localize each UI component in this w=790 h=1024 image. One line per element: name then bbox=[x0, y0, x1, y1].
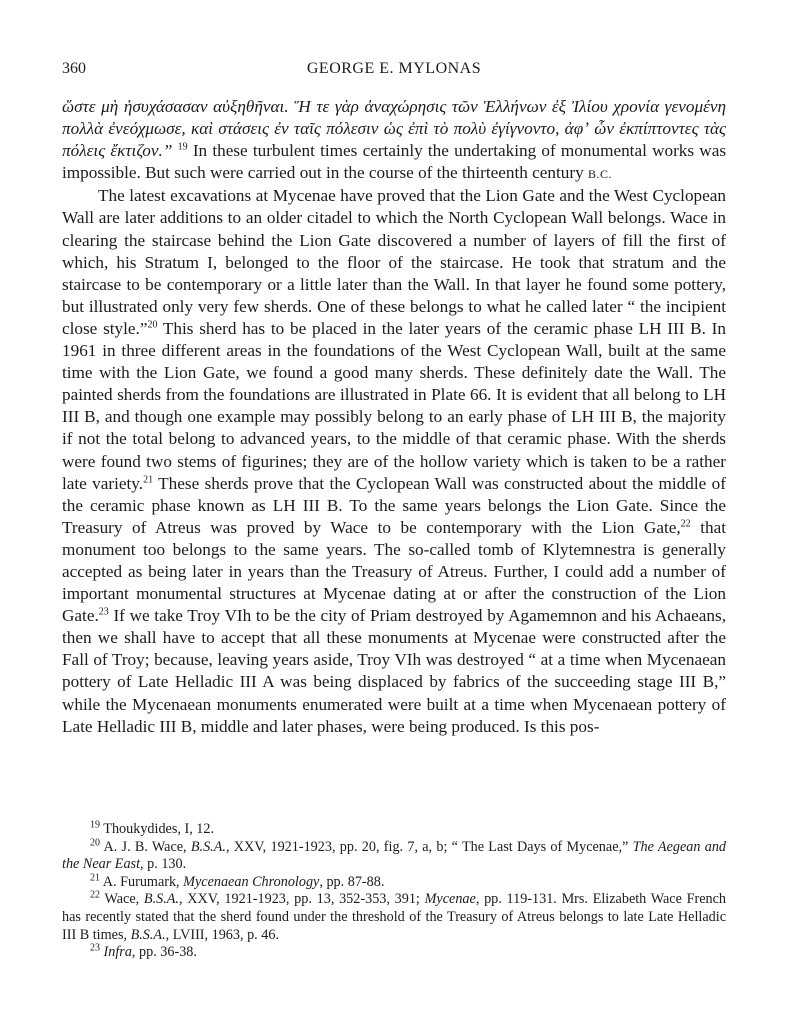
footnote-22 bbox=[62, 891, 726, 944]
footnote-23 bbox=[62, 944, 726, 962]
book-title: The Aegean and the Near East bbox=[62, 838, 727, 873]
paragraph-2-text-1: The latest excavations at Mycenae have proved that the Lion Gate and the West Cyclopean Wall are later additions to an older citadel to which the North Cyclopean Wall belongs. Wace in clearing the staircase behind the Lion Gate discovered a number of layers of fill the first of which, his Stratum I, belonged to the floor of the staircase. He took that stratum and the staircase to be contemporary or a little later than the Wall. In that layer he found some pottery, but illustrated only very few sherds. One of these belongs to what he called later “ the incipient close style.” bbox=[62, 186, 726, 338]
journal-title: B.S.A. bbox=[190, 838, 226, 855]
footnote-ref-22: 22 bbox=[680, 518, 691, 530]
footnote-text: Infra bbox=[103, 944, 132, 961]
greek-quotation: ὥστε μὴ ἡσυχάσασαν αὐξηθῆναι. Ἥ τε γὰρ ἀναχώρησις τῶν Ἑλλήνων ἐξ Ἰλίου χρονία γενομένη πολλὰ ἐνεόχμωσε, καὶ στάσεις ἐν ταῖς πόλεσιν ὡς ἐπὶ τὸ πολὺ ἐγίγνοντο, ἀφʼ ὧν ἐκπίπτοντες τὰς πόλεις ἔκτιζον.” bbox=[62, 97, 726, 161]
paragraph-2-text-4: that monument too belongs to the same years. The so-called tomb of Klytemnestra is generally accepted as being later in years than the Treasury of Atreus. Further, I could add a number of important monumental structures at Mycenae dating at or after the construction of the Lion Gate. bbox=[62, 517, 727, 626]
book-title: Mycenaean Chronology bbox=[183, 873, 320, 890]
footnotes bbox=[62, 821, 726, 962]
journal-title: B.S.A. bbox=[143, 891, 179, 908]
page-number: 360 bbox=[62, 60, 86, 77]
body-text bbox=[62, 96, 726, 738]
footnote-number: 21 bbox=[90, 872, 100, 884]
footnote-text: , pp. 87-88. bbox=[319, 873, 385, 890]
paragraph-2 bbox=[62, 185, 726, 737]
footnote-20 bbox=[62, 836, 727, 874]
paragraph-1 bbox=[62, 96, 726, 185]
running-head: GEORGE E. MYLONAS bbox=[306, 60, 482, 77]
footnote-text: , LVIII, 1963, p. 46. bbox=[165, 926, 280, 943]
footnote-text: Thoukydides, I, 12. bbox=[103, 821, 215, 837]
footnote-19 bbox=[62, 821, 726, 839]
footnote-text: , pp. 36-38. bbox=[131, 944, 197, 961]
era-abbreviation: B.C. bbox=[587, 167, 612, 182]
footnote-text: , p. 130. bbox=[140, 856, 187, 873]
footnote-number: 19 bbox=[90, 819, 100, 831]
footnote-number: 23 bbox=[90, 942, 100, 954]
footnote-number: 22 bbox=[90, 889, 100, 901]
footnote-21 bbox=[62, 874, 726, 892]
footnote-ref-20: 20 bbox=[147, 319, 158, 331]
footnote-text: , XXV, 1921-1923, pp. 20, fig. 7, a, b; “ The Last Days of Mycenae,” bbox=[225, 838, 629, 855]
page-header bbox=[62, 60, 726, 82]
footnote-text: , XXV, 1921-1923, pp. 13, 352-353, 391; bbox=[178, 891, 420, 908]
paragraph-1-text: In these turbulent times certainly the undertaking of monumental works was impossible. But such were carried out in the course of the thirteenth century bbox=[62, 141, 727, 183]
footnote-text: , pp. 119-131. Mrs. Elizabeth Wace French has recently stated that the sherd found under the threshold of the Treasury of Atreus belongs to late Late Helladic III B times, bbox=[62, 891, 727, 943]
paragraph-2-text-3: These sherds prove that the Cyclopean Wall was constructed about the middle of the ceramic phase known as LH III B. To the same years belongs the Lion Gate. Since the Treasury of Atreus was proved by Wace to be contemporary with the Lion Gate, bbox=[62, 473, 726, 537]
footnote-number: 20 bbox=[90, 836, 100, 848]
book-title: Mycenae bbox=[424, 891, 476, 908]
footnote-text: A. J. B. Wace, bbox=[103, 838, 187, 855]
journal-title: B.S.A. bbox=[130, 926, 166, 943]
footnote-text: Wace, bbox=[104, 891, 140, 908]
footnote-ref-21: 21 bbox=[143, 473, 154, 485]
paragraph-2-text-2: This sherd has to be placed in the later years of the ceramic phase LH III B. In 1961 in three different areas in the foundations of the West Cyclopean Wall, built at the same time with the Lion Gate, we found a good many sherds. These definitely date the Wall. The painted sherds from the foundations are illustrated in Plate 66. It is evident that all belong to LH III B, and though one example may possibly belong to an early phase of LH III B, the majority if not the total belong to advanced years, to the middle of that ceramic phase. With the sherds were found two stems of figurines; they are of the hollow variety which is taken to be a rather late variety. bbox=[62, 318, 727, 493]
paragraph-2-text-5: If we take Troy VIh to be the city of Priam destroyed by Agamemnon and his Achaeans, then we shall have to accept that all these monuments at Mycenae were constructed after the Fall of Troy; because, leaving years aside, Troy VIh was destroyed “ at a time when Mycenaean pottery of Late Helladic III A was being displaced by fabrics of the succeeding stage III B,” while the Mycenaean monuments enumerated were built at a time when Mycenaean pottery of Late Helladic III B, middle and later phases, were being produced. Is this pos- bbox=[62, 606, 726, 736]
footnote-text: A. Furumark, bbox=[102, 873, 180, 890]
footnote-ref-19: 19 bbox=[177, 141, 188, 153]
footnote-ref-23: 23 bbox=[98, 606, 109, 618]
